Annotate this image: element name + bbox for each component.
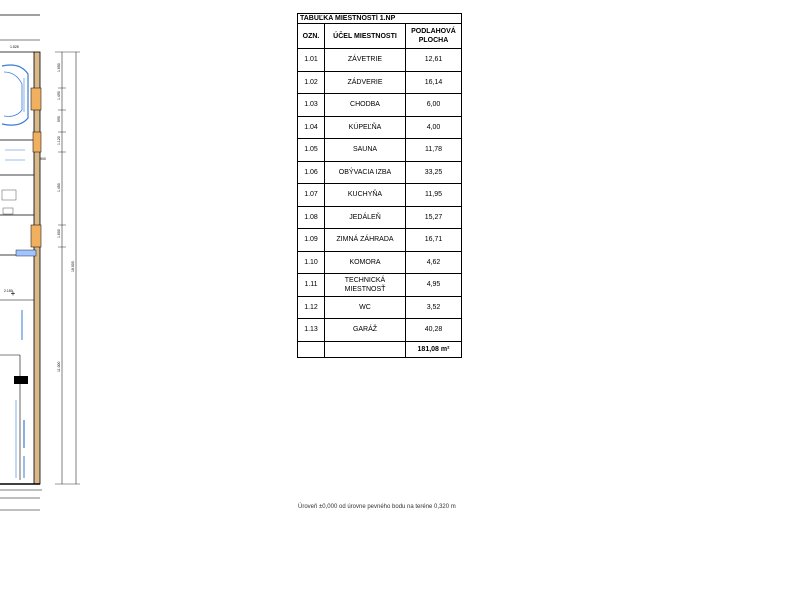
room-area: 6,00 — [406, 94, 462, 117]
room-name: GARÁŽ — [325, 319, 406, 342]
room-id: 1.11 — [298, 274, 325, 297]
room-area: 15,27 — [406, 206, 462, 229]
dimension-label: 1.525 — [10, 45, 19, 49]
room-name: KUCHYŇA — [325, 184, 406, 207]
dimension-label: 1.600 — [57, 229, 61, 238]
window — [16, 250, 36, 256]
room-area: 16,14 — [406, 71, 462, 94]
room-table — [297, 13, 462, 358]
room-id: 1.05 — [298, 139, 325, 162]
plus-mark: + — [10, 289, 16, 298]
room-name: OBÝVACIA IZBA — [325, 161, 406, 184]
level-note: Úroveň ±0,000 od úrovne pevného bodu na teréne 0,320 m — [298, 504, 456, 510]
table-row — [298, 49, 462, 72]
table-row — [298, 116, 462, 139]
exterior-wall — [34, 52, 40, 484]
room-name: KOMORA — [325, 251, 406, 274]
total-area: 181,08 m² — [406, 341, 462, 357]
header-id: OZN. — [298, 24, 325, 49]
table-header-row — [298, 24, 462, 49]
table-row — [298, 161, 462, 184]
total-empty-cell — [298, 341, 325, 357]
room-area: 4,62 — [406, 251, 462, 274]
table-row — [298, 319, 462, 342]
dimension-label: 1.490 — [57, 91, 61, 100]
floor-plan-drawing — [0, 0, 90, 520]
header-floor-area: PODLAHOVÁ PLOCHA — [406, 24, 462, 49]
dimension-label: 1.450 — [57, 183, 61, 192]
room-id: 1.12 — [298, 296, 325, 319]
room-area: 16,71 — [406, 229, 462, 252]
dimension-label: 18.000 — [71, 261, 75, 272]
header-room-purpose: ÚČEL MIESTNOSTI — [325, 24, 406, 49]
door — [33, 132, 41, 152]
fixture — [3, 208, 13, 214]
room-area: 4,00 — [406, 116, 462, 139]
table-row — [298, 229, 462, 252]
car-outline — [4, 72, 22, 116]
room-name: CHODBA — [325, 94, 406, 117]
dimension-label: 2.150 — [4, 289, 13, 293]
total-empty-cell — [325, 341, 406, 357]
room-id: 1.04 — [298, 116, 325, 139]
table-row — [298, 296, 462, 319]
table-row — [298, 206, 462, 229]
table-row — [298, 94, 462, 117]
room-id: 1.13 — [298, 319, 325, 342]
room-id: 1.07 — [298, 184, 325, 207]
room-name: ZÁDVERIE — [325, 71, 406, 94]
room-id: 1.08 — [298, 206, 325, 229]
room-name: WC — [325, 296, 406, 319]
fixture-dark — [14, 376, 28, 384]
room-id: 1.10 — [298, 251, 325, 274]
table-body — [298, 49, 462, 342]
room-area: 3,52 — [406, 296, 462, 319]
table-row — [298, 71, 462, 94]
table-row — [298, 251, 462, 274]
room-id: 1.01 — [298, 49, 325, 72]
dimension-label: 11.000 — [57, 361, 61, 372]
room-id: 1.09 — [298, 229, 325, 252]
window — [31, 88, 41, 110]
dimension-label: 590 — [57, 116, 61, 122]
room-id: 1.06 — [298, 161, 325, 184]
room-name: ZIMNÁ ZÁHRADA — [325, 229, 406, 252]
room-area: 11,78 — [406, 139, 462, 162]
room-id: 1.02 — [298, 71, 325, 94]
fixture — [2, 190, 16, 200]
room-name: ZÁVETRIE — [325, 49, 406, 72]
table-total-row — [298, 341, 462, 357]
dimension-label: 1.120 — [57, 136, 61, 145]
table-title: TABUĽKA MIESTNOSTÍ 1.NP — [298, 14, 462, 24]
table-row — [298, 274, 462, 297]
room-area: 33,25 — [406, 161, 462, 184]
room-id: 1.03 — [298, 94, 325, 117]
room-area: 4,95 — [406, 274, 462, 297]
table-row — [298, 139, 462, 162]
room-area: 40,28 — [406, 319, 462, 342]
room-name: SAUNA — [325, 139, 406, 162]
window — [31, 225, 41, 247]
dimension-label: 900 — [40, 157, 46, 161]
room-area: 11,95 — [406, 184, 462, 207]
room-name: KÚPEĽŇA — [325, 116, 406, 139]
table-row — [298, 184, 462, 207]
dimension-label: 1.650 — [57, 63, 61, 72]
room-name: JEDÁLEŇ — [325, 206, 406, 229]
room-name: TECHNICKÁ MIESTNOSŤ — [325, 274, 406, 297]
room-area: 12,61 — [406, 49, 462, 72]
room-table-container — [297, 13, 461, 358]
